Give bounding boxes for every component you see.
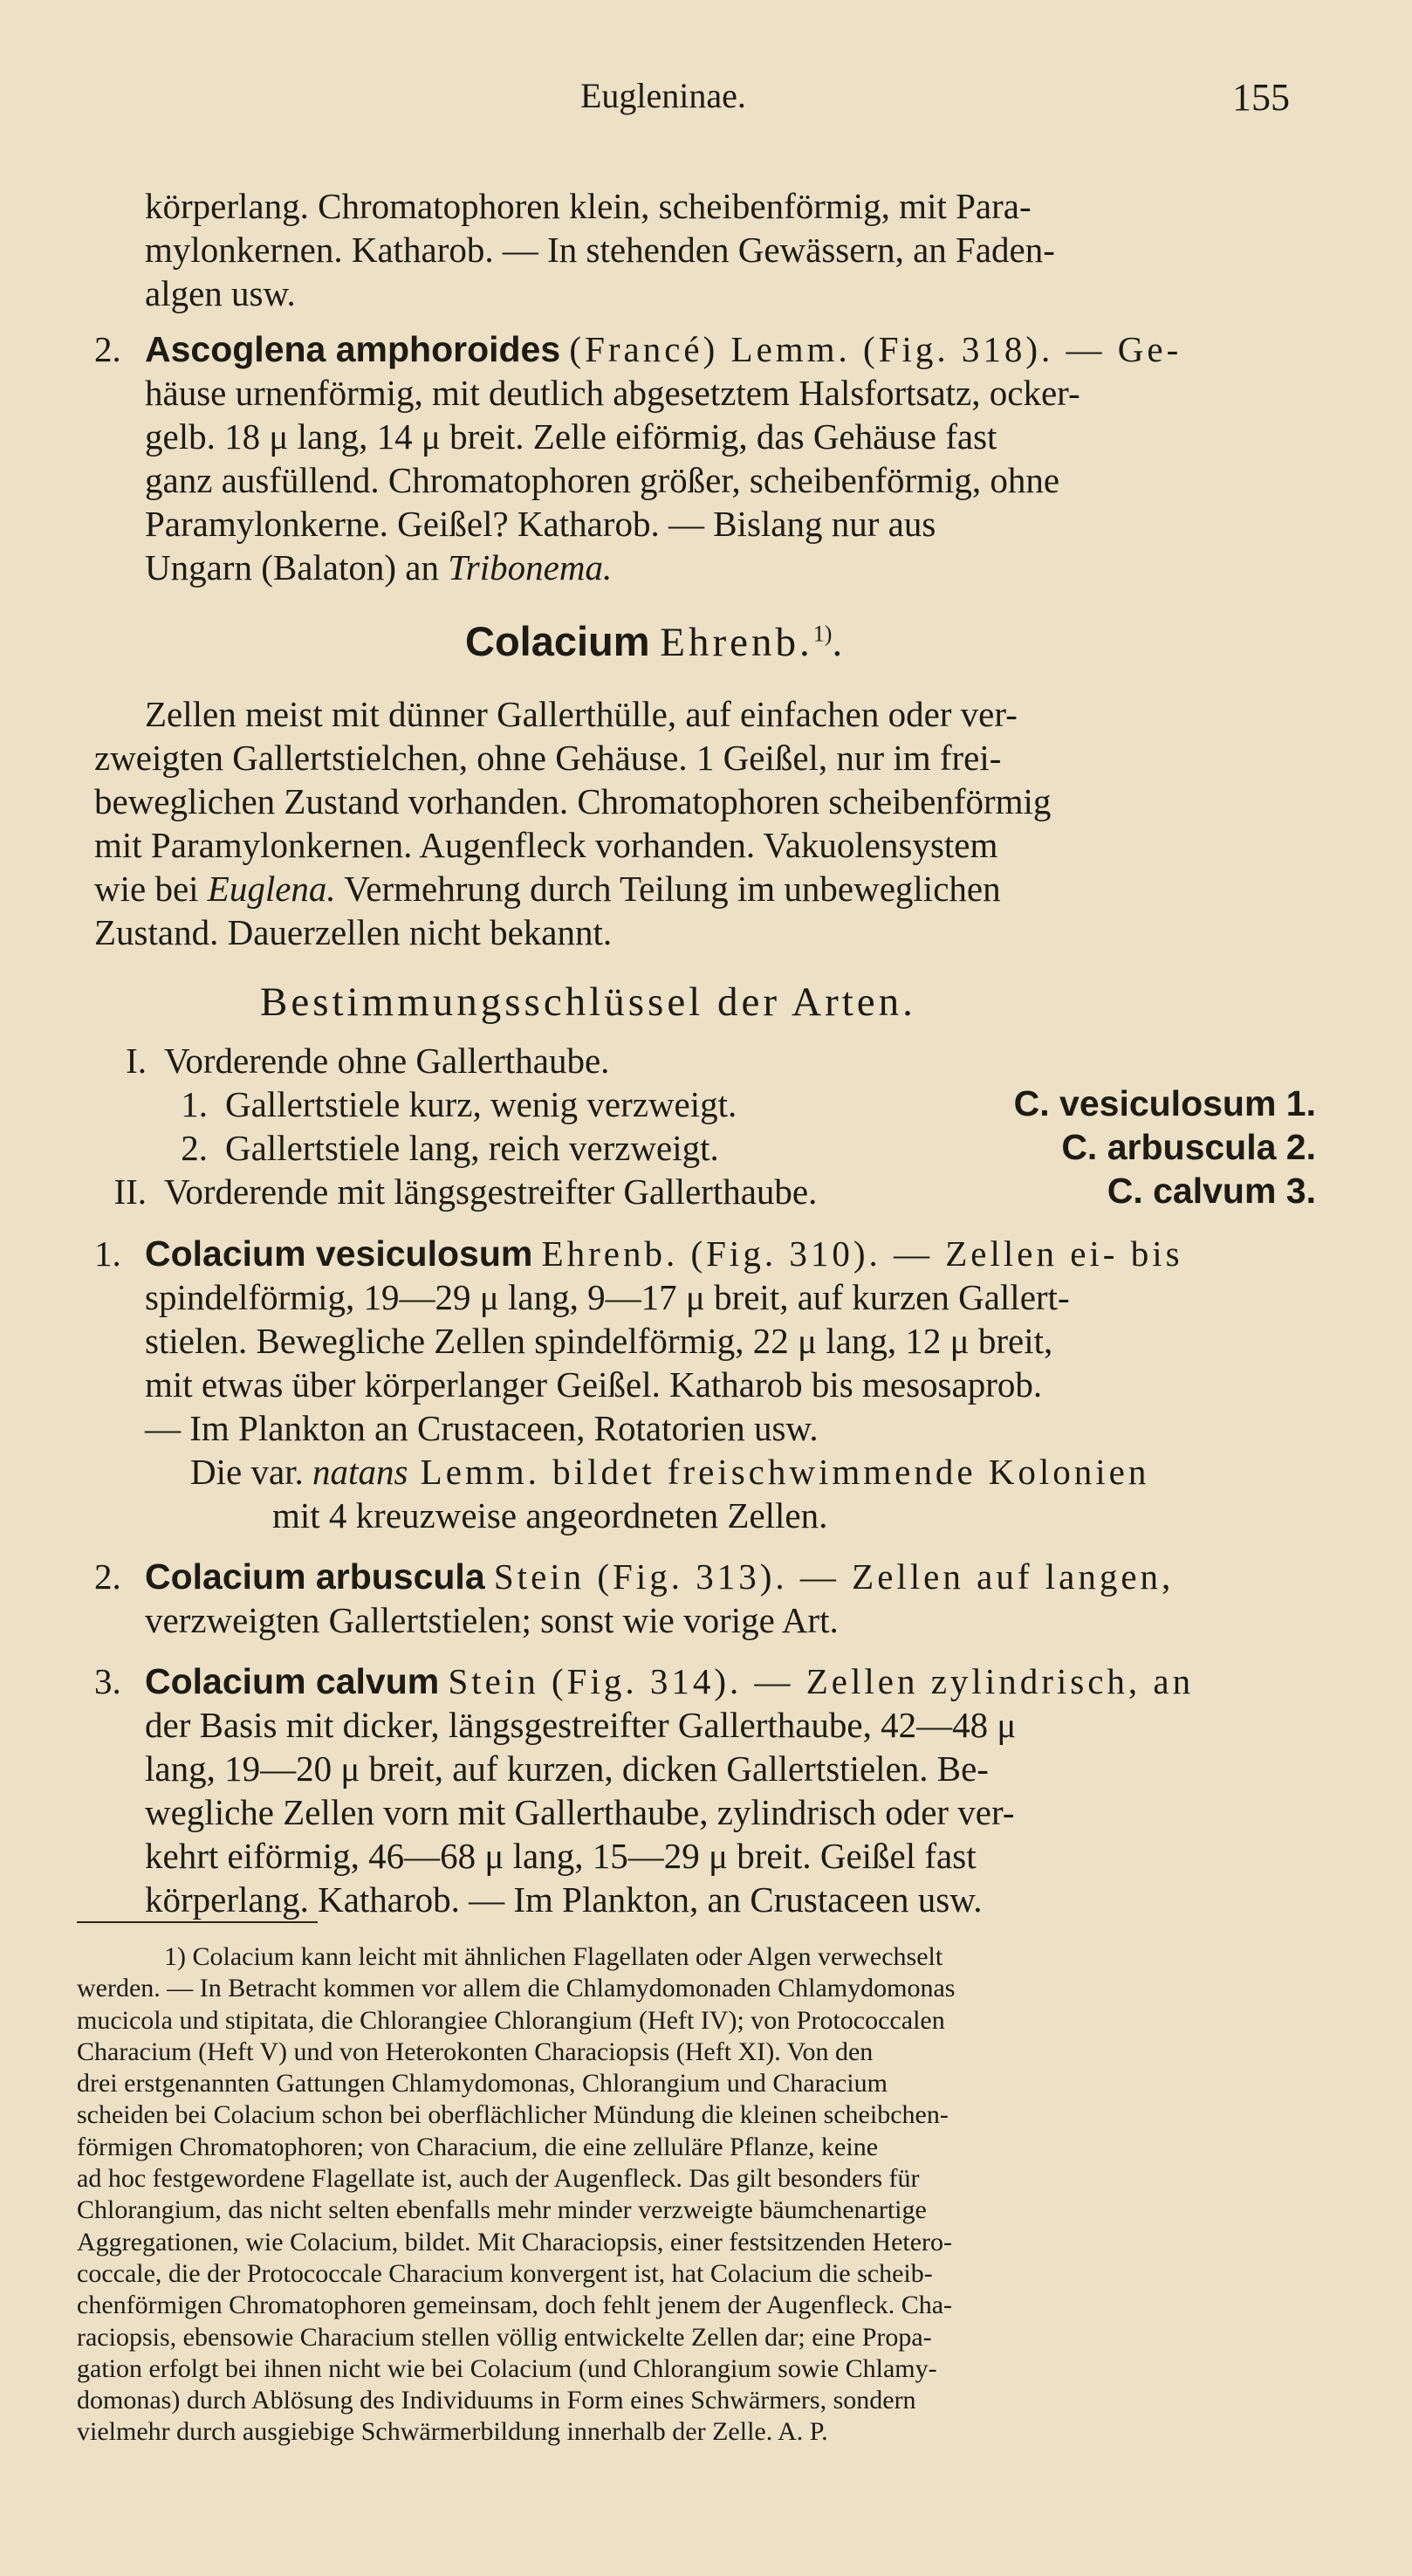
variety-line (190, 1450, 1149, 1494)
footnote-line: coccale, die der Protococcale Characium konvergent ist, hat Colacium die scheib- (77, 2258, 933, 2288)
text-line: beweglichen Zustand vorhanden. Chromatophoren scheibenförmig (94, 781, 1052, 821)
species-name: Colacium calvum (145, 1661, 440, 1701)
key-target: C. calvum 3. (1107, 1171, 1316, 1211)
text-line: körperlang. Chromatophoren klein, scheibenförmig, mit Para- (145, 186, 1032, 226)
species-name: Colacium arbuscula (145, 1556, 485, 1597)
entry-number: 2. (94, 329, 121, 369)
footnote-line: Chlorangium, das nicht selten ebenfalls mehr minder verzweigte bäumchenartige (77, 2195, 927, 2225)
key-target: C. arbuscula 2. (1061, 1127, 1316, 1167)
text-fragment: wie bei (94, 869, 208, 909)
key-text: Gallertstiele kurz, wenig verzweigt. (225, 1084, 737, 1124)
entry-number: 3. (94, 1661, 121, 1701)
key-row (77, 1127, 1316, 1171)
text-line: — Im Plankton an Crustaceen, Rotatorien usw. (145, 1408, 819, 1448)
footnote (77, 1941, 955, 2449)
text-line: spindelförmig, 19—29 μ lang, 9—17 μ breit, auf kurzen Gallert- (145, 1277, 1070, 1317)
text-fragment: Vermehrung durch Teilung im unbeweglichen (335, 869, 1001, 909)
key-text: Vorderende mit längsgestreifter Gallerthaube. (164, 1171, 818, 1212)
key-number: II. (113, 1171, 147, 1212)
text-line: häuse urnenförmig, mit deutlich abgesetztem Halsfortsatz, ocker- (145, 373, 1080, 413)
footnote-line: förmigen Chromatophoren; von Characium, die eine zelluläre Pflanze, keine (77, 2132, 879, 2161)
species-author: Stein (Fig. 313). — Zellen auf langen, (493, 1556, 1175, 1597)
text-line: algen usw. (145, 273, 296, 313)
text-line (94, 867, 1001, 910)
entry-number: 2. (94, 1556, 121, 1597)
footnote-line: domonas) durch Ablösung des Individuums in Form eines Schwärmers, sondern (77, 2386, 916, 2415)
footnote-line: Aggregationen, wie Colacium, bildet. Mit Characiopsis, einer festsitzenden Hetero- (77, 2227, 953, 2257)
key-text: Vorderende ohne Gallerthaube. (164, 1041, 610, 1081)
heading-suffix: . (832, 620, 843, 665)
footnote-rule (77, 1921, 318, 1923)
footnote-line: mucicola und stipitata, die Chlorangiee Chlorangium (Heft IV); von Protococcalen (77, 2005, 945, 2035)
key-row (77, 1040, 1316, 1083)
key-row (77, 1083, 1316, 1127)
key-row (77, 1171, 1316, 1214)
footnote-line: chenförmigen Chromatophoren gemeinsam, doch fehlt jenem der Augenfleck. Cha- (77, 2291, 953, 2320)
text-fragment: Lemm. bildet freischwimmende Kolonien (408, 1452, 1150, 1492)
text-line: ganz ausfüllend. Chromatophoren größer, scheibenförmig, ohne (145, 460, 1060, 500)
text-line: gelb. 18 μ lang, 14 μ breit. Zelle eiförmig, das Gehäuse fast (145, 416, 997, 457)
text-line: lang, 19—20 μ breit, auf kurzen, dicken Gallertstielen. Be- (145, 1748, 989, 1789)
footnote-line: vielmehr durch ausgiebige Schwärmerbildung innerhalb der Zelle. A. P. (77, 2417, 828, 2447)
footnote-mark: 1) (812, 621, 833, 647)
footnote-line: gation erfolgt bei ihnen nicht wie bei Colacium (und Chlorangium sowie Chlamy- (77, 2353, 937, 2383)
text-line: der Basis mit dicker, längsgestreifter Gallerthaube, 42—48 μ (145, 1705, 1017, 1745)
text-line (145, 546, 612, 589)
footnote-line: werden. — In Betracht kommen vor allem die Chlamydomonaden Chlamydomonas (77, 1974, 956, 2003)
key-number: 2. (181, 1128, 208, 1168)
species-entry-vesiculosum (145, 1232, 1183, 1275)
key-target: C. vesiculosum 1. (1013, 1083, 1316, 1123)
text-fragment: Die var. (190, 1452, 313, 1492)
text-line: mylonkernen. Katharob. — In stehenden Gewässern, an Faden- (145, 230, 1055, 270)
genus-name: Colacium (465, 618, 650, 664)
species-entry-ascoglena (145, 327, 1182, 371)
entry-number: 1. (94, 1233, 121, 1274)
genus-heading (465, 617, 842, 666)
text-line: mit etwas über körperlanger Geißel. Katharob bis mesosaprob. (145, 1364, 1043, 1405)
text-line: mit Paramylonkernen. Augenfleck vorhanden. Vakuolensystem (94, 825, 998, 865)
text-line: körperlang. Katharob. — Im Plankton, an Crustaceen usw. (145, 1879, 983, 1920)
text-line: Zellen meist mit dünner Gallerthülle, auf einfachen oder ver- (145, 694, 1018, 734)
footnote-line: 1) Colacium kann leicht mit ähnlichen Flagellaten oder Algen verwechselt (164, 1942, 943, 1971)
text-line: mit 4 kreuzweise angeordneten Zellen. (272, 1495, 828, 1535)
running-title: Eugleninae. (580, 76, 746, 115)
italic-term: Euglena. (207, 869, 336, 909)
key-number: I. (126, 1041, 147, 1081)
text-line: Zustand. Dauerzellen nicht bekannt. (94, 912, 613, 952)
species-name: Ascoglena amphoroides (145, 329, 561, 369)
text-fragment: Ungarn (Balaton) an (145, 547, 449, 587)
text-line: stielen. Bewegliche Zellen spindelförmig, 22 μ lang, 12 μ breit, (145, 1321, 1053, 1361)
species-author: Stein (Fig. 314). — Zellen zylindrisch, an (448, 1661, 1195, 1701)
italic-term: Tribonema. (448, 547, 613, 587)
text-line: wegliche Zellen vorn mit Gallerthaube, zylindrisch oder ver- (145, 1792, 1015, 1832)
key-number: 1. (181, 1084, 208, 1124)
text-line: kehrt eiförmig, 46—68 μ lang, 15—29 μ breit. Geißel fast (145, 1836, 977, 1876)
genus-author: Ehrenb. (660, 620, 813, 665)
text-line: zweigten Gallertstielchen, ohne Gehäuse. 1 Geißel, nur im frei- (94, 738, 1002, 778)
species-author: (Francé) Lemm. (Fig. 318). — Ge- (569, 329, 1182, 369)
species-entry-arbuscula (145, 1555, 1174, 1598)
footnote-line: ad hoc festgewordene Flagellate ist, auch der Augenfleck. Das gilt besonders für (77, 2164, 920, 2194)
text-line: Paramylonkerne. Geißel? Katharob. — Bislang nur aus (145, 504, 936, 544)
italic-term: natans (312, 1452, 408, 1492)
footnote-line: raciopsis, ebensowie Characium stellen völlig entwickelte Zellen dar; eine Propa- (77, 2322, 932, 2352)
footnote-line: Characium (Heft V) und von Heterokonten Characiopsis (Heft XI). Von den (77, 2037, 874, 2066)
species-author: Ehrenb. (Fig. 310). — Zellen ei- bis (541, 1233, 1183, 1274)
species-entry-calvum (145, 1659, 1194, 1703)
text-line: verzweigten Gallertstielen; sonst wie vorige Art. (145, 1600, 839, 1640)
key-title: Bestimmungsschlüssel der Arten. (260, 979, 916, 1025)
footnote-line: drei erstgenannten Gattungen Chlamydomonas, Chlorangium und Characium (77, 2069, 888, 2099)
key-text: Gallertstiele lang, reich verzweigt. (225, 1128, 719, 1168)
page-number: 155 (1232, 76, 1290, 119)
species-name: Colacium vesiculosum (145, 1233, 533, 1274)
footnote-line: scheiden bei Colacium schon bei oberflächlicher Mündung die kleinen scheibchen- (77, 2100, 949, 2130)
